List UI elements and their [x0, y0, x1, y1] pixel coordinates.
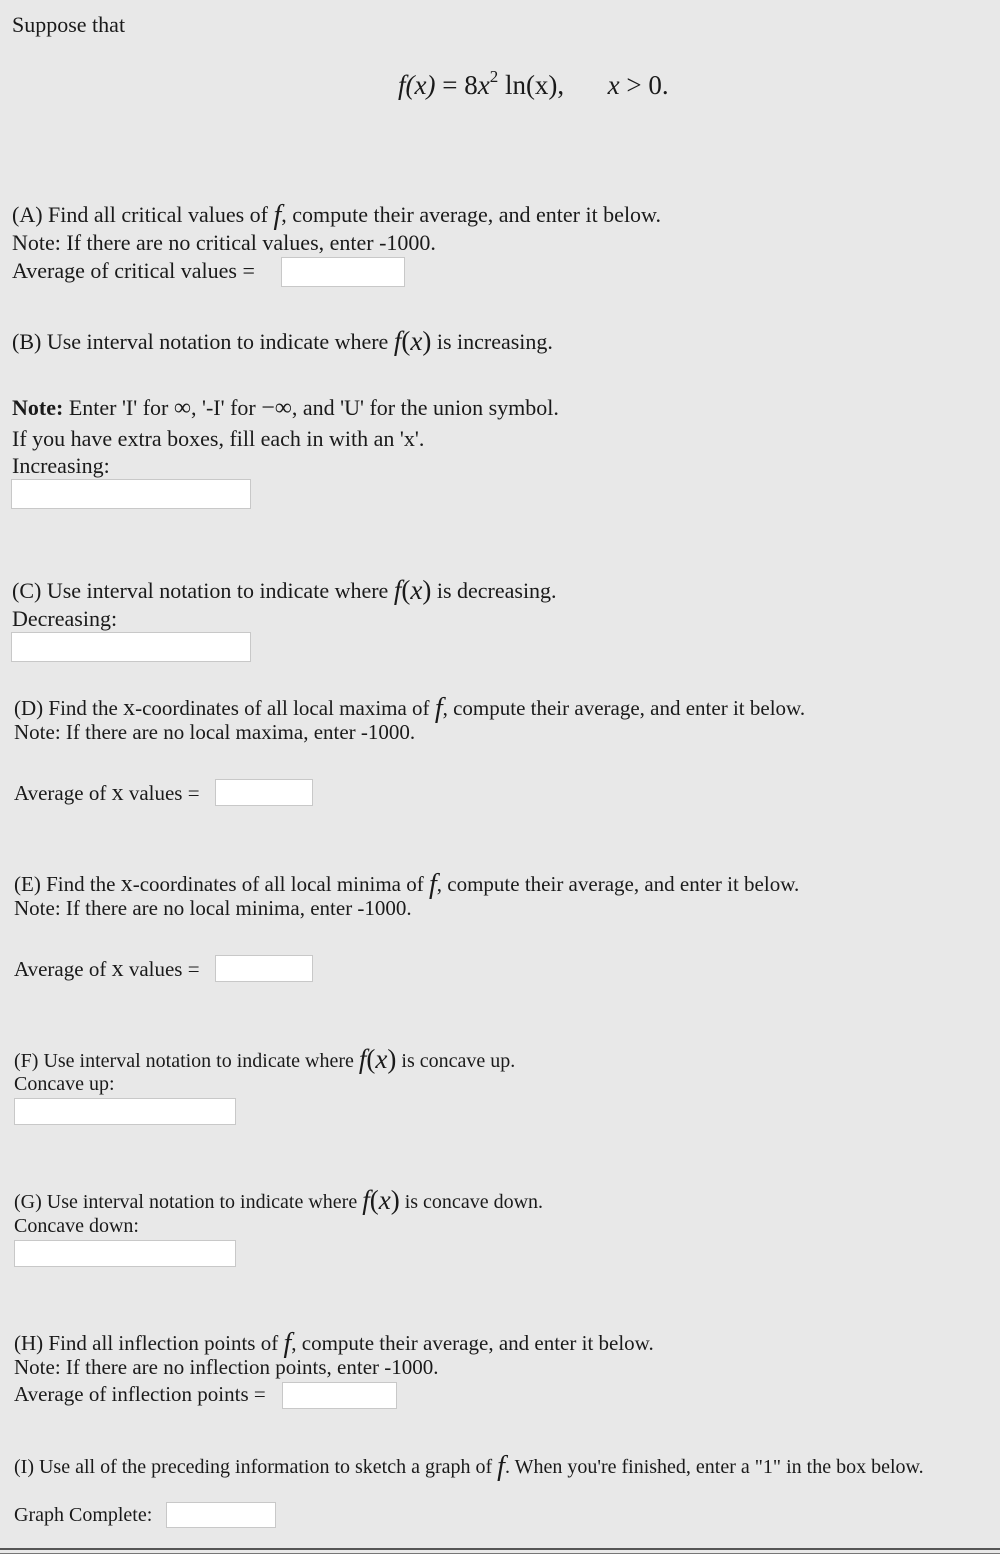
fx-close: ): [390, 1185, 400, 1215]
part-f-question: [14, 1045, 515, 1072]
part-d-answer-prefix: Average of: [14, 781, 112, 805]
part-h-question: [14, 1328, 654, 1359]
part-e-note: Note: If there are no local minima, enter -1000.: [14, 896, 412, 920]
f-symbol: f: [428, 869, 437, 900]
part-g-answer-label: Concave down:: [14, 1215, 139, 1237]
part-g-question: [14, 1186, 543, 1213]
part-b-extra-note: If you have extra boxes, fill each in with an 'x'.: [12, 426, 425, 451]
fx-x: x: [375, 1044, 388, 1074]
fx-symbol: [394, 326, 432, 356]
part-a-question: [12, 200, 662, 231]
part-h-suffix: , compute their average, and enter it below.: [291, 1331, 654, 1355]
part-e-answer-prefix: Average of: [14, 957, 112, 981]
part-a-note: Note: If there are no critical values, enter -1000.: [12, 230, 436, 255]
inflection-average-input[interactable]: [282, 1382, 397, 1409]
fx-x: x: [410, 575, 423, 605]
part-b-question: [12, 327, 553, 354]
graph-complete-input[interactable]: [166, 1502, 276, 1528]
fx-close: ): [422, 326, 432, 356]
part-g-prefix: (G) Use interval notation to indicate where: [14, 1191, 358, 1213]
part-b-suffix: is increasing.: [431, 329, 553, 354]
part-d-question: [14, 693, 806, 724]
x-symbol: x: [123, 695, 136, 721]
neg-infinity-symbol: −∞: [261, 395, 292, 421]
part-b-note-3: , and 'U' for the union symbol.: [291, 395, 559, 420]
part-c-prefix: (C) Use interval notation to indicate where: [12, 578, 389, 603]
part-e-suffix: , compute their average, and enter it below.: [436, 872, 800, 896]
decreasing-input[interactable]: [11, 632, 251, 662]
f-symbol: f: [497, 1451, 505, 1482]
part-a-answer-label: Average of critical values =: [12, 258, 255, 283]
part-g-suffix: is concave down.: [399, 1191, 544, 1213]
fx-symbol: [362, 1185, 400, 1215]
part-c-question: [12, 576, 557, 603]
part-c-suffix: is decreasing.: [431, 578, 557, 603]
bottom-divider: [0, 1548, 1000, 1554]
increasing-input[interactable]: [11, 479, 251, 509]
x-symbol: x: [120, 871, 133, 897]
part-d-answer-label: [14, 781, 200, 805]
part-d-suffix: , compute their average, and enter it below.: [442, 696, 806, 720]
infinity-symbol: ∞: [173, 395, 191, 421]
part-d-prefix: (D) Find the: [14, 696, 124, 720]
fx-f: f: [393, 326, 402, 356]
part-d-answer-suffix: values =: [123, 781, 200, 805]
fx-f: f: [358, 1044, 367, 1074]
fx-close: ): [422, 575, 432, 605]
local-min-average-input[interactable]: [215, 955, 313, 982]
formula-lhs: f(x): [398, 70, 436, 100]
concave-up-input[interactable]: [14, 1098, 236, 1125]
part-f-answer-label: Concave up:: [14, 1073, 115, 1095]
formula-log: ln(x),: [504, 70, 565, 100]
formula-exponent: 2: [489, 67, 499, 86]
formula-variable: x: [477, 70, 490, 100]
part-a-prefix: (A) Find all critical values of: [12, 202, 268, 227]
part-c-answer-label: Decreasing:: [12, 606, 118, 631]
formula-condition: > 0.: [626, 70, 669, 100]
intro-text: Suppose that: [12, 12, 126, 37]
fx-close: ): [387, 1044, 397, 1074]
part-h-note: Note: If there are no inflection points, enter -1000.: [14, 1355, 439, 1379]
part-h-prefix: (H) Find all inflection points of: [14, 1331, 279, 1355]
part-d-note: Note: If there are no local maxima, enter -1000.: [14, 720, 416, 744]
formula-equals: =: [442, 70, 458, 100]
part-b-note-bold: Note:: [12, 395, 64, 420]
fx-open: (: [401, 575, 411, 605]
concave-down-input[interactable]: [14, 1240, 236, 1267]
part-f-suffix: is concave up.: [396, 1050, 516, 1072]
critical-average-input[interactable]: [281, 257, 405, 287]
fx-f: f: [393, 575, 402, 605]
formula-coefficient: 8: [464, 70, 478, 100]
part-d-middle: -coordinates of all local maxima of: [135, 696, 430, 720]
fx-symbol: [394, 575, 432, 605]
part-b-prefix: (B) Use interval notation to indicate where: [12, 329, 389, 354]
fx-x: x: [378, 1185, 391, 1215]
part-i-answer-label: Graph Complete:: [14, 1504, 153, 1526]
formula-condition-variable: x: [607, 70, 620, 100]
part-i-prefix: (I) Use all of the preceding information to sketch a graph of: [14, 1456, 493, 1478]
part-e-answer-label: [14, 957, 200, 981]
part-a-suffix: , compute their average, and enter it below.: [281, 202, 662, 227]
part-b-answer-label: Increasing:: [12, 453, 110, 478]
part-e-prefix: (E) Find the: [14, 872, 121, 896]
f-symbol: f: [283, 1328, 292, 1359]
x-symbol: x: [111, 780, 124, 806]
part-e-question: [14, 869, 800, 900]
f-symbol: f: [273, 200, 282, 231]
fx-f: f: [362, 1185, 370, 1215]
part-f-prefix: (F) Use interval notation to indicate where: [14, 1050, 354, 1072]
part-b-note: [12, 396, 559, 420]
x-symbol: x: [111, 956, 124, 982]
part-b-note-1: Enter 'I' for: [63, 395, 174, 420]
part-h-answer-label: Average of inflection points =: [14, 1382, 266, 1406]
fx-open: (: [369, 1185, 379, 1215]
part-e-middle: -coordinates of all local minima of: [132, 872, 424, 896]
part-i-suffix: . When you're finished, enter a "1" in the box below.: [504, 1456, 924, 1478]
f-symbol: f: [434, 693, 443, 724]
part-i-question: [14, 1451, 924, 1482]
fx-symbol: [359, 1044, 397, 1074]
fx-open: (: [366, 1044, 376, 1074]
fx-open: (: [401, 326, 411, 356]
local-max-average-input[interactable]: [215, 779, 313, 806]
part-e-answer-suffix: values =: [123, 957, 200, 981]
part-b-note-2: , '-I' for: [190, 395, 262, 420]
function-formula: [398, 67, 669, 100]
fx-x: x: [410, 326, 423, 356]
